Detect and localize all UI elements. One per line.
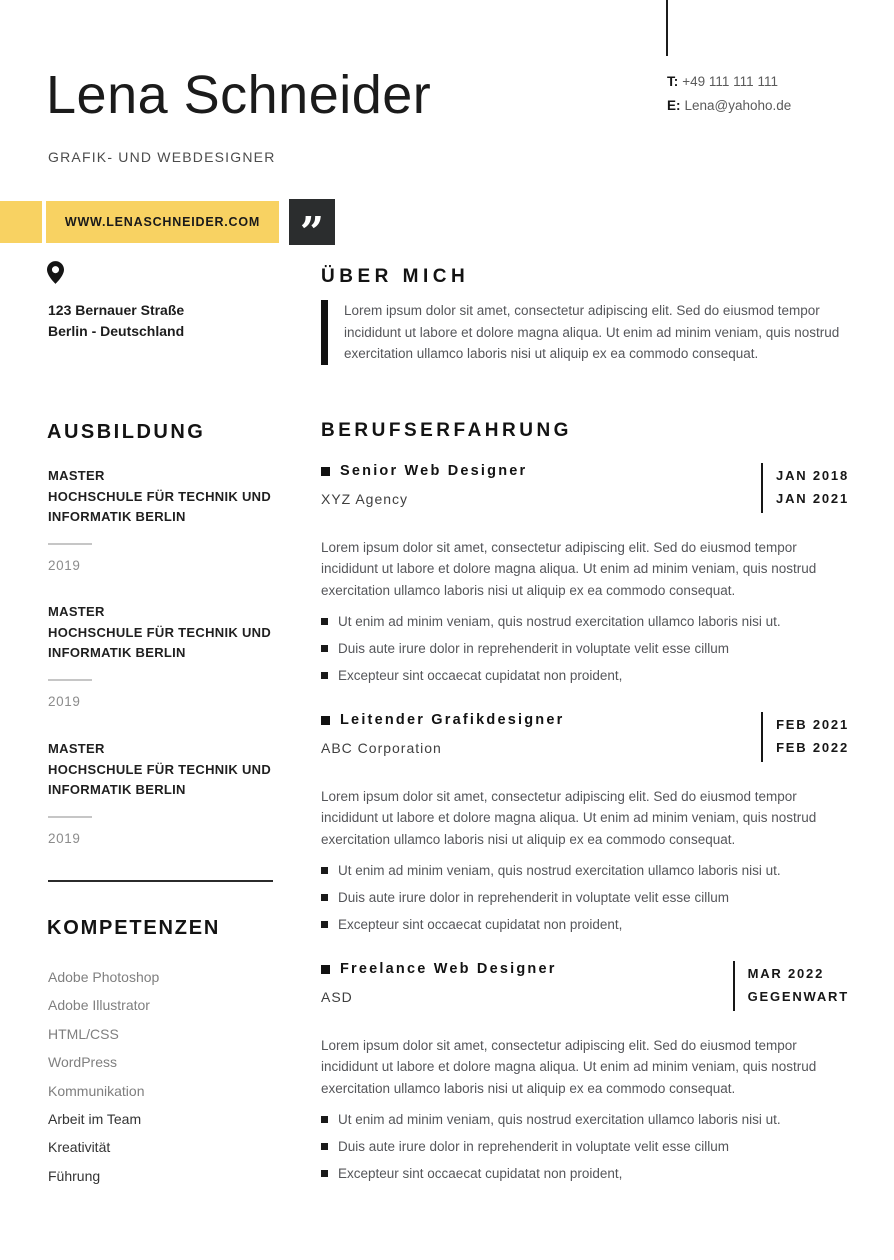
job-bullet (321, 613, 849, 630)
education-school: HOCHSCHULE FÜR TECHNIK UND INFORMATIK BERLIN (48, 488, 272, 524)
job-date-from: FEB 2021 (776, 717, 849, 732)
person-name: Lena Schneider (46, 65, 432, 125)
square-bullet-icon (321, 867, 328, 874)
education-section-heading: AUSBILDUNG (47, 421, 206, 443)
phone-row (667, 70, 791, 94)
job-bullet-list (321, 613, 849, 684)
accent-block (0, 201, 42, 243)
experience-section-heading: BERUFSERFAHRUNG (321, 420, 572, 441)
location-pin-icon (47, 261, 64, 289)
job-bullet (321, 862, 849, 879)
square-bullet-icon (321, 965, 330, 974)
job-titles (321, 712, 564, 756)
email-value[interactable]: Lena@yahoho.de (684, 98, 792, 113)
job-date-from: JAN 2018 (776, 468, 849, 483)
education-degree: MASTER (48, 468, 105, 483)
job-titles (321, 463, 527, 507)
job-title: Leitender Grafikdesigner (340, 712, 565, 728)
job-date-to: FEB 2022 (776, 740, 849, 755)
education-year: 2019 (48, 693, 81, 709)
job-bullet-text: Ut enim ad minim veniam, quis nostrud exercitation ullamco laboris nisi ut. (338, 614, 781, 630)
phone-label: T: (667, 74, 679, 89)
job-title: Senior Web Designer (340, 463, 528, 479)
skill-item: HTML/CSS (48, 1025, 119, 1042)
skills-section-heading: KOMPETENZEN (47, 917, 221, 939)
job-dates (733, 961, 849, 1011)
education-school: HOCHSCHULE FÜR TECHNIK UND INFORMATIK BERLIN (48, 761, 272, 797)
square-bullet-icon (321, 467, 330, 476)
skill-item: Adobe Photoshop (48, 969, 160, 985)
job-bullet (321, 889, 849, 906)
job-bullet (321, 1111, 849, 1128)
email-label: E: (667, 98, 681, 113)
job-company: ABC Corporation (321, 740, 442, 756)
job-bullet (321, 1138, 849, 1155)
skill-item: Arbeit im Team (48, 1111, 142, 1128)
square-bullet-icon (321, 716, 330, 725)
job-entry (321, 463, 849, 684)
job-date-to: JAN 2021 (776, 491, 849, 506)
job-date-from: MAR 2022 (747, 966, 825, 981)
job-dates (761, 463, 849, 513)
address (48, 300, 184, 342)
job-bullet (321, 1165, 849, 1182)
job-entry (321, 712, 849, 933)
job-bullet-text: Ut enim ad minim veniam, quis nostrud exercitation ullamco laboris nisi ut. (338, 863, 781, 879)
job-summary: Lorem ipsum dolor sit amet, consectetur adipiscing elit. Sed do eiusmod tempor incididunt ut labore et dolore magna aliqua. Ut enim ad minim veniam, quis nostrud exercitation ullamco laboris nisi ut aliquip ex ea commodo consequat. (321, 789, 817, 847)
job-company: ASD (321, 989, 353, 1005)
job-bullet (321, 916, 849, 933)
job-date-to: GEGENWART (747, 989, 849, 1004)
square-bullet-icon (321, 1170, 328, 1177)
skills-section-divider (48, 880, 273, 882)
education-divider (48, 679, 92, 681)
job-bullet-text: Excepteur sint occaecat cupidatat non proident, (338, 668, 623, 684)
job-summary: Lorem ipsum dolor sit amet, consectetur adipiscing elit. Sed do eiusmod tempor incididunt ut labore et dolore magna aliqua. Ut enim ad minim veniam, quis nostrud exercitation ullamco laboris nisi ut aliquip ex ea commodo consequat. (321, 540, 817, 598)
skill-item: Adobe Illustrator (48, 997, 150, 1014)
job-dates (761, 712, 849, 762)
education-divider (48, 543, 92, 545)
job-header (321, 712, 849, 762)
job-company: XYZ Agency (321, 491, 409, 507)
website-link[interactable] (46, 201, 279, 243)
email-row (667, 94, 791, 118)
job-bullet (321, 667, 849, 684)
education-year: 2019 (48, 830, 81, 846)
job-bullet-text: Duis aute irure dolor in reprehenderit in voluptate velit esse cillum (338, 1139, 729, 1155)
job-titles (321, 961, 557, 1005)
address-line1: 123 Bernauer Straße (48, 302, 185, 318)
education-entry (48, 602, 296, 709)
header-divider-line (666, 0, 668, 56)
about-text: Lorem ipsum dolor sit amet, consectetur adipiscing elit. Sed do eiusmod tempor incididunt ut labore et dolore magna aliqua. Ut enim ad minim veniam, quis nostrud exercitation ullamco laboris nisi ut aliquip ex ea commodo consequat. (344, 303, 840, 362)
person-job-title: GRAFIK- UND WEBDESIGNER (48, 149, 276, 165)
job-title-row (321, 463, 527, 479)
education-year: 2019 (48, 557, 81, 573)
square-bullet-icon (321, 1116, 328, 1123)
education-degree: MASTER (48, 604, 105, 619)
job-bullet (321, 640, 849, 657)
job-bullet-text: Duis aute irure dolor in reprehenderit in voluptate velit esse cillum (338, 890, 729, 906)
job-title: Freelance Web Designer (340, 961, 557, 977)
quote-icon-box: ” (289, 199, 335, 245)
square-bullet-icon (321, 894, 328, 901)
education-school: HOCHSCHULE FÜR TECHNIK UND INFORMATIK BERLIN (48, 624, 272, 660)
job-summary: Lorem ipsum dolor sit amet, consectetur adipiscing elit. Sed do eiusmod tempor incididunt ut labore et dolore magna aliqua. Ut enim ad minim veniam, quis nostrud exercitation ullamco laboris nisi ut aliquip ex ea commodo consequat. (321, 1038, 817, 1096)
skill-item: Kreativität (48, 1139, 111, 1156)
square-bullet-icon (321, 618, 328, 625)
square-bullet-icon (321, 672, 328, 679)
about-section-heading: ÜBER MICH (321, 266, 470, 287)
website-text: WWW.LENASCHNEIDER.COM (64, 215, 261, 229)
education-degree: MASTER (48, 741, 105, 756)
job-entry (321, 961, 849, 1182)
skill-item: Führung (48, 1167, 101, 1184)
job-bullet-text: Duis aute irure dolor in reprehenderit in voluptate velit esse cillum (338, 641, 729, 657)
skill-item: Kommunikation (48, 1082, 145, 1099)
job-bullet-text: Excepteur sint occaecat cupidatat non proident, (338, 917, 623, 933)
address-line2: Berlin - Deutschland (48, 323, 185, 339)
phone-value: +49 111 111 111 (682, 74, 778, 89)
job-title-row (321, 712, 564, 728)
education-entry (48, 466, 296, 573)
job-header (321, 463, 849, 513)
education-divider (48, 816, 92, 818)
job-bullet-text: Excepteur sint occaecat cupidatat non proident, (338, 1166, 623, 1182)
job-bullet-list (321, 1111, 849, 1182)
job-title-row (321, 961, 557, 977)
job-bullet-list (321, 862, 849, 933)
job-bullet-text: Ut enim ad minim veniam, quis nostrud exercitation ullamco laboris nisi ut. (338, 1112, 781, 1128)
square-bullet-icon (321, 1143, 328, 1150)
job-header (321, 961, 849, 1011)
square-bullet-icon (321, 921, 328, 928)
education-entry (48, 739, 296, 846)
about-text-block (321, 300, 853, 365)
square-bullet-icon (321, 645, 328, 652)
contact-block (667, 70, 791, 118)
skill-item: WordPress (48, 1054, 117, 1071)
skills-list (48, 963, 288, 1190)
